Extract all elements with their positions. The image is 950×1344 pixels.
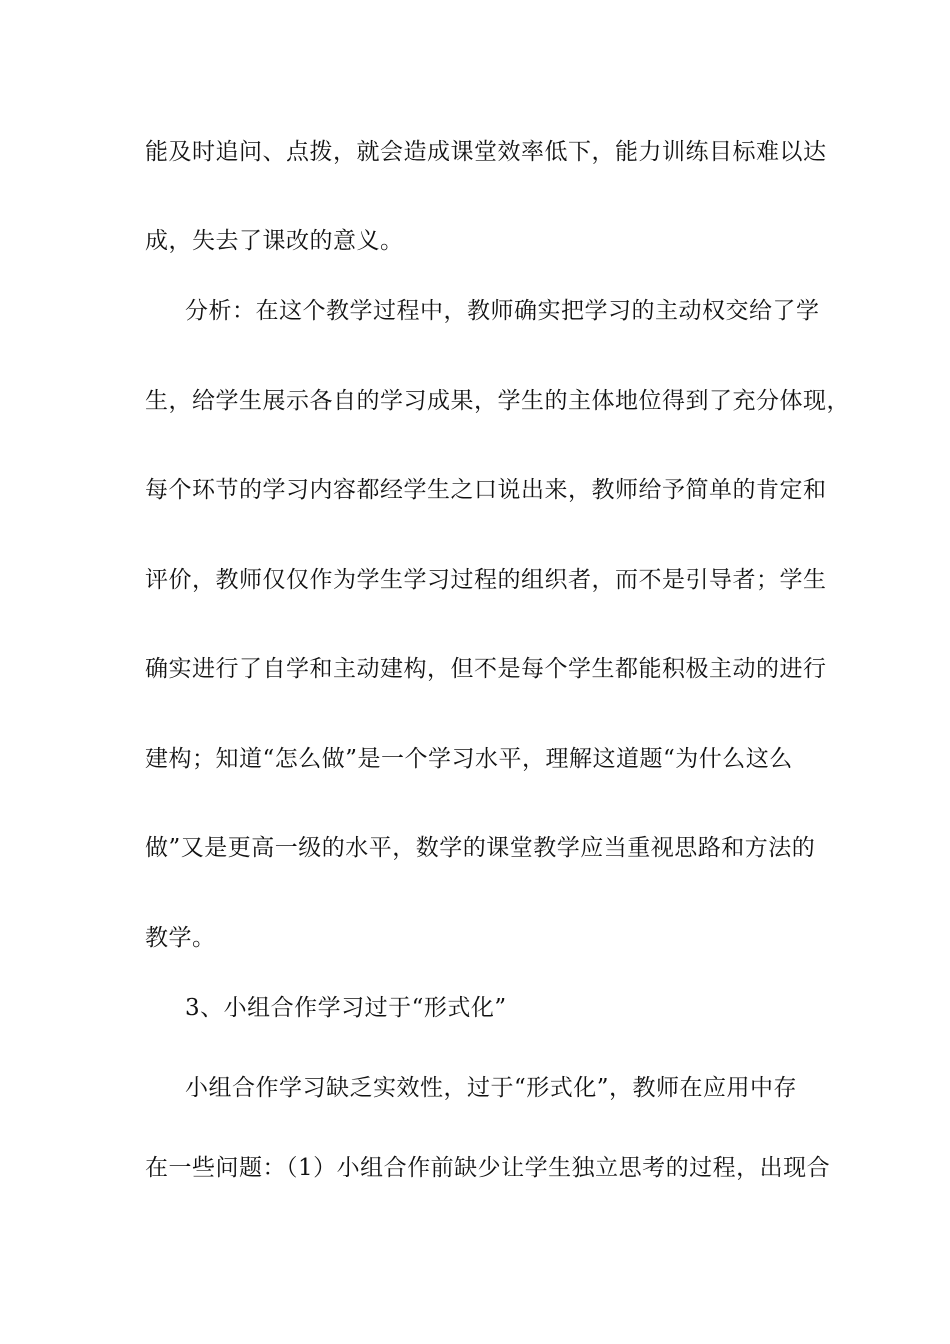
text-line-12: 小组合作学习缺乏实效性，过于“形式化”，教师在应用中存 [185,1075,798,1101]
text-line-8: 建构；知道“怎么做”是一个学习水平，理解这道题“为什么这么 [145,746,793,772]
text-line-1: 能及时追问、点拨，就会造成课堂效率低下，能力训练目标难以达 [145,139,827,165]
text-line-10: 教学。 [145,925,216,951]
text-line-9: 做”又是更高一级的水平，数学的课堂教学应当重视思路和方法的 [145,835,816,861]
text-line-2: 成，失去了课改的意义。 [145,228,404,254]
text-line-4: 生，给学生展示各自的学习成果，学生的主体地位得到了充分体现， [145,388,850,414]
text-line-5: 每个环节的学习内容都经学生之口说出来，教师给予简单的肯定和 [145,477,827,503]
text-line-6: 评价，教师仅仅作为学生学习过程的组织者，而不是引导者；学生 [145,567,827,593]
text-line-13: 在一些问题：（1）小组合作前缺少让学生独立思考的过程，出现合 [145,1155,831,1181]
section-heading: 3、小组合作学习过于“形式化” [185,995,507,1021]
text-line-3: 分析：在这个教学过程中，教师确实把学习的主动权交给了学 [185,298,820,324]
text-line-7: 确实进行了自学和主动建构，但不是每个学生都能积极主动的进行 [145,656,827,682]
